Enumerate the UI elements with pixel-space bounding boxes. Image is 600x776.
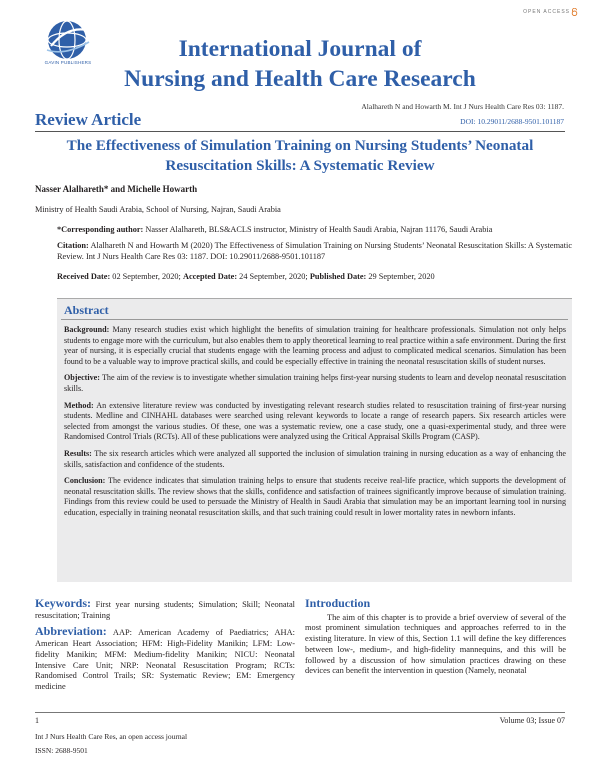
results-text: The six research articles which were analyzed all supported the inclusion of simulation training in nursing education as a way of enhancing the skills, satisfaction and confidence of the students. xyxy=(64,448,566,469)
published-date: 29 September, 2020 xyxy=(368,272,435,281)
corresponding-text: Nasser Alalhareth, BLS&ACLS instructor, Ministry of Health Saudi Arabia, Najran 11176, Saudi Arabia xyxy=(145,225,493,234)
right-column xyxy=(305,598,566,677)
introduction-text: The aim of this chapter is to provide a brief overview of several of the most prominent simulation techniques and approaches referred to in the existing literature. In view of this, Section 1.1 will define the key differences between low-, medium-, and high-fidelity mannequins, and this will be followed by a discussion of how simulation practices drawing on these devices can benefit the intervention in question (Namely, neonatal xyxy=(305,612,566,676)
method-label: Method: xyxy=(64,400,94,410)
abstract-background xyxy=(64,325,566,367)
left-column xyxy=(35,598,295,698)
footer-issn: ISSN: 2688-9501 xyxy=(35,746,88,755)
journal-title-line1: International Journal of xyxy=(178,36,422,62)
citation-label: Citation: xyxy=(57,241,89,250)
keywords xyxy=(35,598,295,621)
citation xyxy=(57,241,572,262)
page-number: 1 xyxy=(35,716,39,725)
footer-journal: Int J Nurs Health Care Res, an open access journal xyxy=(35,732,188,741)
publisher-name: GAVIN PUBLISHERS xyxy=(44,60,92,65)
abbreviation xyxy=(35,626,295,692)
open-lock-icon xyxy=(571,8,578,16)
abstract-results xyxy=(64,449,566,470)
authors: Nasser Alalhareth* and Michelle Howarth xyxy=(35,184,198,194)
abstract-method xyxy=(64,401,566,443)
objective-label: Objective: xyxy=(64,373,100,383)
accepted-date: 24 September, 2020; xyxy=(239,272,308,281)
header-divider xyxy=(35,131,565,132)
results-label: Results: xyxy=(64,448,92,458)
objective-text: The aim of the review is to investigate whether simulation training helps first-year nursing students to learn and develop neonatal resuscitation skills. xyxy=(64,373,566,393)
published-label: Published Date: xyxy=(309,272,367,281)
open-access-label: OPEN ACCESS xyxy=(523,9,570,15)
abstract-divider xyxy=(61,319,568,320)
method-text: An extensive literature review was conducted by investigating relevant research studies related to resuscitation training of first-year nursing students. Medline and CINHAHL databases were searched using relevant keywords to locate a range of research papers. Six research articles were selected from amongst the various studies. Of these, one was a systematic review, one a case study, one a quasi-experimental study, and three were Randomised Control Trials (RCTs). All of these publications were analyzed using the Critical Appraisal Skills Program (CASP). xyxy=(64,400,567,442)
doi-link[interactable]: DOI: 10.29011/2688-9501.101187 xyxy=(460,117,564,126)
journal-title xyxy=(0,34,600,94)
volume-issue: Volume 03; Issue 07 xyxy=(499,716,565,725)
received-label: Received Date: xyxy=(57,272,111,281)
background-label: Background: xyxy=(64,325,110,334)
corresponding-author xyxy=(57,224,572,235)
citation-text: Alalhareth N and Howarth M (2020) The Effectiveness of Simulation Training on Nursing Students’ Neonatal Resuscitation Skills: A Systematic Review. Int J Nurs Health Care Res 03: 1187. DOI: 10.29011/2688-9501.101187 xyxy=(57,241,572,261)
short-citation: Alalhareth N and Howarth M. Int J Nurs Health Care Res 03: 1187. xyxy=(361,102,564,111)
journal-title-line2: Nursing and Health Care Research xyxy=(124,66,476,92)
abstract-conclusion xyxy=(64,476,566,518)
footer-divider xyxy=(35,712,565,713)
abbreviation-heading: Abbreviation: xyxy=(35,624,107,639)
received-date: 02 September, 2020; xyxy=(112,272,181,281)
keywords-text: First year nursing students; Simulation; Skill; Neonatal resuscitation; Training xyxy=(35,600,295,620)
conclusion-text: The evidence indicates that simulation training helps to ensure that students receive real-life practice, which supports the development of neonatal resuscitation skills. The review shows that the skills, confidence and satisfaction of trainees significantly improve because of simulation training. Findings from this review could be used to persuade the Ministry of Health in Saudi Arabia that simulation may be an important learning tool in nursing education, especially in training neonatal resuscitation skills, and that such training could result in lower mortality rates in newborn infants. xyxy=(64,476,566,517)
abbreviation-text: AAP: American Academy of Paediatrics; AHA: American Heart Association; HFM: High-Fidelity Manikin; LFM: Low-fidelity Manikin; MFM: Medium-fidelity Manikin; NICU: Neonatal Intensive Care Unit; NRP: Neonatal Resuscitation Program; RCTs: Randomised Control Trails; SR: Systematic Review; EM: Emergency medicine xyxy=(35,628,295,691)
abstract-body xyxy=(64,325,566,525)
introduction-heading: Introduction xyxy=(305,596,371,610)
article-title: The Effectiveness of Simulation Training on Nursing Students’ Neonatal Resuscitation Skills: A Systematic Review xyxy=(66,137,534,174)
corresponding-label: *Corresponding author: xyxy=(57,225,144,234)
open-access-badge xyxy=(523,8,578,16)
abstract-heading: Abstract xyxy=(64,303,109,317)
abstract-objective xyxy=(64,373,566,394)
background-text: Many research studies exist which highlight the benefits of simulation training for healthcare professionals. Simulation not only helps students to engage more with the curriculum, but also enables them to apply theoretical learning to real practice within a safe environment. During the first year of nursing, it is especially crucial that students engage with the learning process and adjust to complicated medical scenarios. Simulation has been found to be a valuable way to improve practical skills, and could be especially effective in training the neonatal resuscitation skills of student nurses. xyxy=(64,325,566,366)
abstract-box xyxy=(57,298,572,582)
conclusion-label: Conclusion: xyxy=(64,476,106,486)
accepted-label: Accepted Date: xyxy=(182,272,238,281)
affiliation: Ministry of Health Saudi Arabia, School of Nursing, Najran, Saudi Arabia xyxy=(35,205,281,214)
keywords-heading: Keywords: xyxy=(35,596,91,610)
article-type: Review Article xyxy=(35,110,142,129)
article-dates xyxy=(57,272,435,281)
